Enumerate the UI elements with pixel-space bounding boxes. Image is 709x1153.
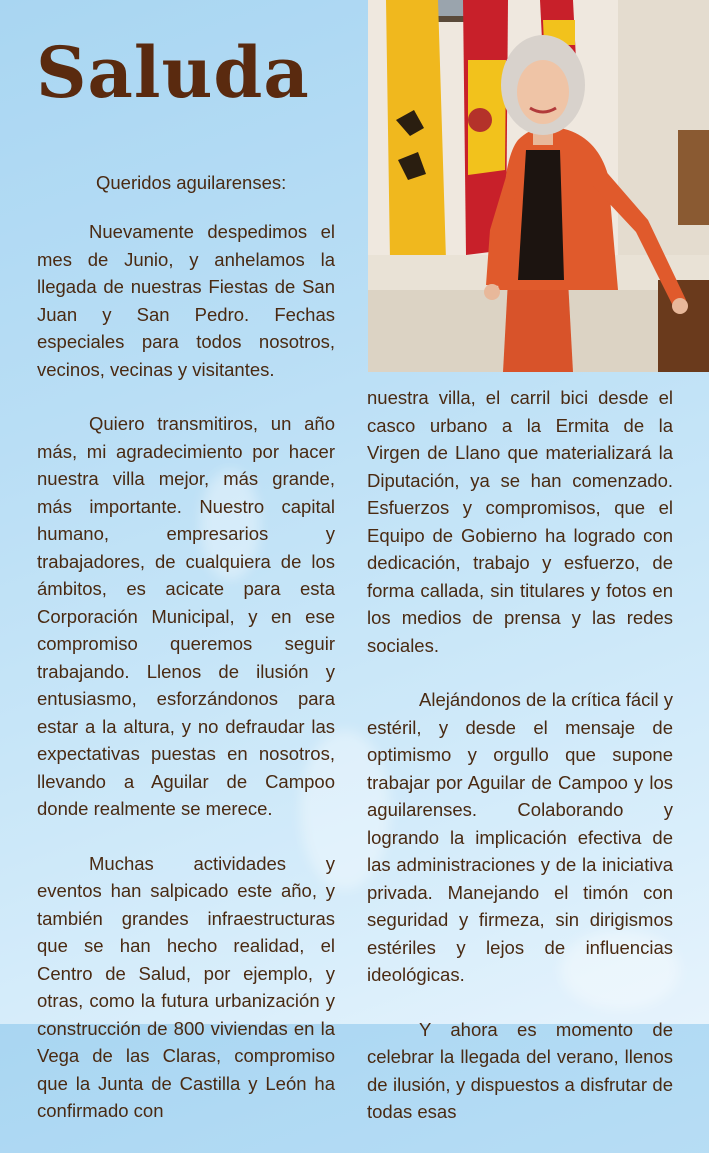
page-title: Saluda (36, 31, 310, 114)
paragraph: Nuevamente despedimos el mes de Junio, y anhelamos la llegada de nuestras Fiestas de San Juan y San Pedro. Fechas especiales para todos nosotros, vecinos, vecinas y visitantes. (37, 221, 335, 380)
greeting: Queridos aguilarenses: (96, 172, 287, 193)
right-column (367, 384, 673, 1153)
paragraph: Quiero transmitiros, un año más, mi agradecimiento por hacer nuestra villa mejor, más grande, más importante. Nuestro capital humano, empresarios y trabajadores, de cualquiera de los ámbitos, es acicate para esta Corporación Municipal, y en ese compromiso queremos seguir trabajando. Llenos de ilusión y entusiasmo, esforzándonos para estar a la altura, y no defraudar las expectativas puestas en nosotros, llevando a Aguilar de Campoo donde realmente se merece. (37, 413, 335, 819)
paragraph: nuestra villa, el carril bici desde el casco urbano a la Ermita de la Virgen de Llano que materializará la Diputación, ya se han comenzado. Esfuerzos y compromisos, que el Equipo de Gobierno ha logrado con dedicación, trabajo y esfuerzo, de forma callada, sin titulares y fotos en los medios de prensa y las redes sociales. (367, 387, 673, 656)
paragraph: Muchas actividades y eventos han salpicado este año, y también grandes infraestructuras que se han hecho realidad, el Centro de Salud, por ejemplo, y otras, como la futura urbanización y construcción de 800 viviendas en la Vega de las Claras, compromiso que la Junta de Castilla y León ha confirmado con (37, 852, 335, 1121)
portrait-illustration (368, 0, 709, 372)
portrait-photo (368, 0, 709, 372)
left-column (37, 218, 335, 1152)
paragraph: Alejándonos de la crítica fácil y estéril, y desde el mensaje de optimismo y orgullo que supone trabajar por Aguilar de Campoo y los aguilarenses. Colaborando y logrando la implicación efectiva de las administraciones y de la iniciativa privada. Manejando el timón con seguridad y firmeza, sin dirigismos estériles y lejos de influencias ideológicas. (367, 689, 673, 985)
paragraph: Y ahora es momento de celebrar la llegada del verano, llenos de ilusión, y dispuestos a disfrutar de todas esas (367, 1018, 673, 1122)
